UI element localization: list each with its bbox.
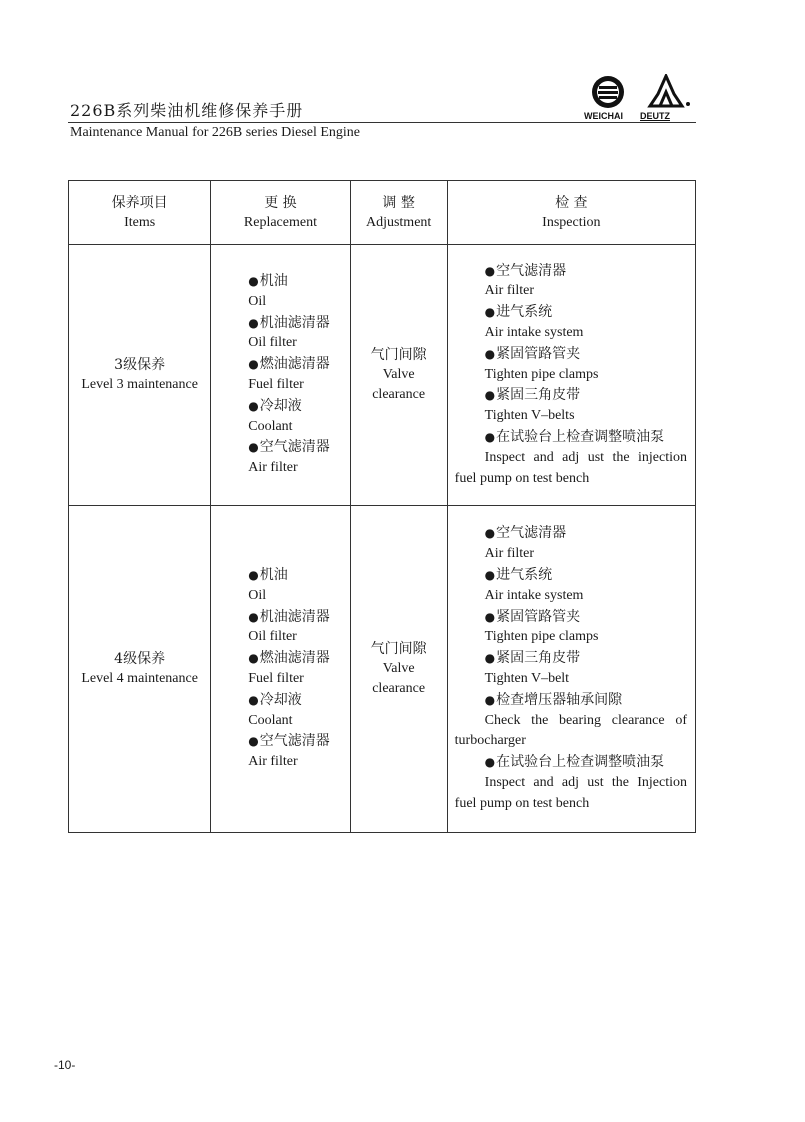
list-item-en: Tighten V–belt <box>484 671 570 686</box>
maintenance-table <box>68 180 696 833</box>
adjustment-cell <box>350 506 447 833</box>
header-logos <box>584 74 696 122</box>
bullet-icon: ● <box>484 692 496 707</box>
list-item: ●在试验台上检查调整喷油泵 <box>484 428 665 445</box>
inspection-list <box>447 506 695 833</box>
page-header-title-en: Maintenance Manual for 226B series Diesel Engine <box>70 125 361 140</box>
header-items-cn: 保养项目 <box>111 194 168 211</box>
list-item-en: Oil filter <box>248 629 297 645</box>
bullet-icon: ● <box>484 755 496 770</box>
list-item-en: Air filter <box>248 460 298 476</box>
list-item: ●空气滤清器 <box>484 262 567 279</box>
adjustment-cn: 气门间隙 <box>370 641 427 657</box>
list-item-en: Oil filter <box>248 335 297 351</box>
header-inspection-cn: 检 查 <box>555 194 588 211</box>
adjustment-cn: 气门间隙 <box>370 347 427 363</box>
bullet-icon: ● <box>484 526 496 541</box>
list-item: ●机油 <box>248 567 288 584</box>
inspection-list <box>447 245 695 506</box>
list-item: ●紧固三角皮带 <box>484 387 581 404</box>
bullet-icon: ● <box>484 609 496 624</box>
deutz-logo-text: DEUTZ <box>640 111 670 121</box>
item-en: Level 4 maintenance <box>81 671 198 686</box>
header-replacement <box>211 181 350 245</box>
adjustment-en-1: Valve <box>382 367 415 382</box>
list-item-en: Tighten pipe clamps <box>484 629 599 645</box>
bullet-icon: ● <box>484 305 496 320</box>
list-item: ●紧固管路管夹 <box>484 345 581 362</box>
bullet-icon: ● <box>248 568 259 583</box>
bullet-icon: ● <box>248 651 259 666</box>
list-item: ●冷却液 <box>248 397 302 414</box>
item-en: Level 3 maintenance <box>81 377 198 392</box>
header-items <box>69 181 211 245</box>
bullet-icon: ● <box>484 388 496 403</box>
list-item-en: Air filter <box>484 283 535 299</box>
bullet-icon: ● <box>248 274 259 289</box>
list-item-en: Inspect and adj ust the Injection <box>484 774 687 790</box>
weichai-logo-text: WEICHAI <box>584 111 623 121</box>
row-item <box>69 506 211 833</box>
bullet-icon: ● <box>484 568 496 583</box>
list-item: ●检查增压器轴承间隙 <box>484 691 623 708</box>
list-item-en: Oil <box>248 587 267 603</box>
page-number: -10- <box>54 1058 76 1072</box>
list-item: ●紧固管路管夹 <box>484 608 581 625</box>
adjustment-en-2: clearance <box>372 681 426 696</box>
list-item-en: Air filter <box>484 546 535 562</box>
row-item <box>69 245 211 506</box>
bullet-icon: ● <box>248 315 259 330</box>
list-item: ●机油 <box>248 273 288 290</box>
list-item-en: Inspect and adj ust the injection <box>484 449 687 465</box>
header-replacement-cn: 更 换 <box>264 194 297 211</box>
bullet-icon: ● <box>484 651 496 666</box>
adjustment-en-1: Valve <box>382 661 415 676</box>
bullet-icon: ● <box>248 357 259 372</box>
header-rule <box>68 122 696 123</box>
replacement-list <box>211 245 350 506</box>
weichai-logo <box>584 74 628 122</box>
list-item: ●空气滤清器 <box>248 733 330 750</box>
list-item-en: Air intake system <box>484 587 584 603</box>
item-cn: 4级保养 <box>114 651 166 667</box>
page-header-title-cn: 226B系列柴油机维修保养手册 <box>70 101 304 120</box>
header-inspection <box>447 181 695 245</box>
list-item-en: Oil <box>248 293 267 309</box>
list-item: ●在试验台上检查调整喷油泵 <box>484 754 665 771</box>
list-item-en: Air intake system <box>484 325 584 340</box>
list-item: ●燃油滤清器 <box>248 356 330 373</box>
table-row <box>69 245 696 506</box>
table-header-row <box>69 181 696 245</box>
bullet-icon: ● <box>484 263 496 278</box>
adjustment-cell <box>350 245 447 506</box>
bullet-icon: ● <box>248 734 259 749</box>
list-item: ●空气滤清器 <box>248 439 330 456</box>
list-item: ●燃油滤清器 <box>248 650 330 667</box>
list-item-en: Coolant <box>248 418 293 434</box>
list-item: ●空气滤清器 <box>484 525 567 542</box>
table-row <box>69 506 696 833</box>
list-item: ●进气系统 <box>484 567 553 584</box>
header-inspection-en: Inspection <box>542 214 601 230</box>
header-items-en: Items <box>124 214 156 230</box>
list-item-en: Fuel filter <box>248 377 304 392</box>
list-item: ●冷却液 <box>248 691 302 708</box>
list-item-en: Coolant <box>248 712 293 728</box>
list-item-en: Check the bearing clearance of <box>484 712 687 728</box>
bullet-icon: ● <box>484 346 496 361</box>
list-item-en: Tighten pipe clamps <box>484 366 599 382</box>
bullet-icon: ● <box>248 609 259 624</box>
adjustment-en-2: clearance <box>372 387 426 402</box>
header-adjustment-cn: 调 整 <box>382 194 415 211</box>
list-item: ●机油滤清器 <box>248 608 330 625</box>
list-item-en: Tighten V–belts <box>484 408 575 424</box>
list-item-en-cont: fuel pump on test bench <box>454 470 590 486</box>
replacement-list <box>211 506 350 833</box>
item-cn: 3级保养 <box>114 357 166 373</box>
list-item-en-cont: fuel pump on test bench <box>454 795 590 811</box>
list-item-en: Air filter <box>248 754 298 770</box>
list-item: ●进气系统 <box>484 304 553 321</box>
deutz-logo <box>638 74 694 122</box>
list-item: ●紧固三角皮带 <box>484 650 581 667</box>
bullet-icon: ● <box>248 398 259 413</box>
bullet-icon: ● <box>248 692 259 707</box>
list-item: ●机油滤清器 <box>248 314 330 331</box>
header-adjustment-en: Adjustment <box>365 214 432 230</box>
header-replacement-en: Replacement <box>243 214 317 230</box>
header-adjustment <box>350 181 447 245</box>
list-item-en: Fuel filter <box>248 671 304 686</box>
bullet-icon: ● <box>248 440 259 455</box>
bullet-icon: ● <box>484 429 496 444</box>
list-item-en-cont: turbocharger <box>454 733 526 749</box>
